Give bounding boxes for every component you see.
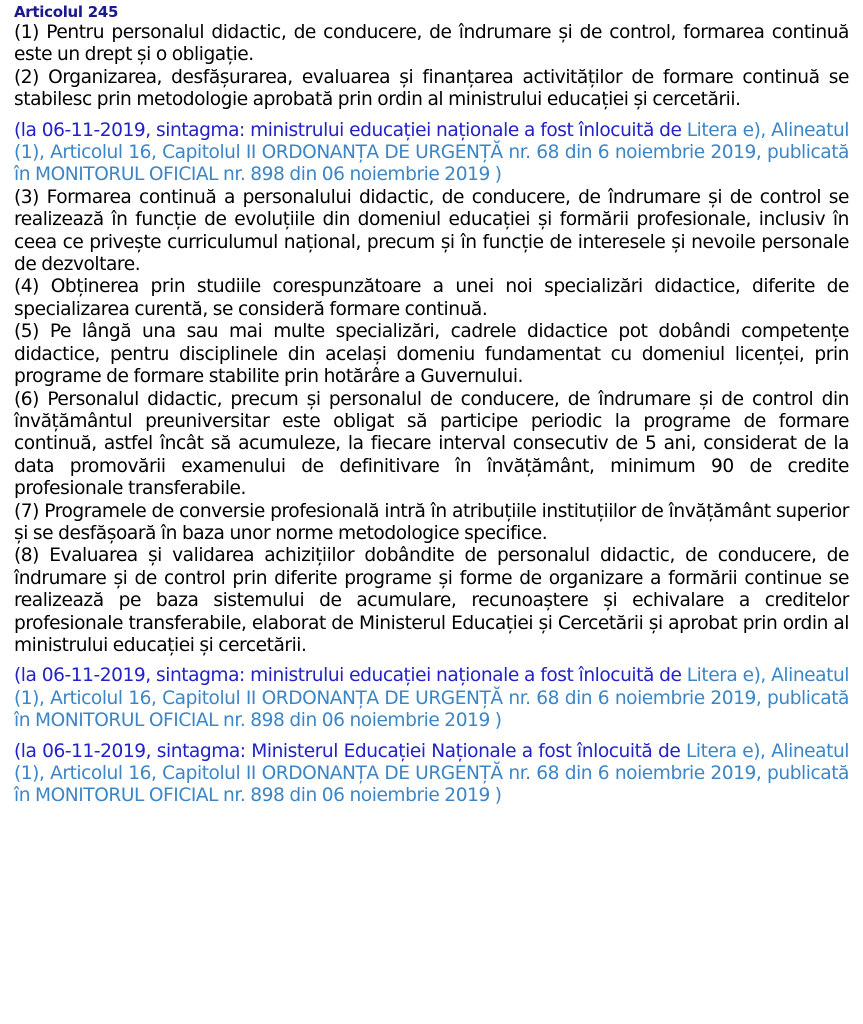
paragraph-1: (1) Pentru personalul didactic, de conducere, de îndrumare și de control, formarea continuă este un drept și o obligație.	[14, 22, 849, 66]
paragraph-6: (6) Personalul didactic, precum și personalul de conducere, de îndrumare și de control din învățământul preuniversitar este obligat să participe periodic la programe de formare continuă, astfel încât să acumuleze, la fiecare interval consecutiv de 5 ani, considerat de la data promovării examenului de definitivare în învățământ, minimum 90 de credite profesionale transferabile.	[14, 388, 849, 500]
amendment-note	[14, 120, 849, 187]
amendment-link[interactable]: (la 06-11-2019, sintagma: Ministerul Educației Naționale a fost înlocuită de	[14, 740, 681, 762]
paragraph-5: (5) Pe lângă una sau mai multe specializări, cadrele didactice pot dobândi competențe didactice, pentru disciplinele din același domeniu fundamentat cu domeniul licenței, prin programe de formare stabilite prin hotărâre a Guvernului.	[14, 321, 849, 388]
amendment-link[interactable]: (la 06-11-2019, sintagma: ministrului educației naționale a fost înlocuită de	[14, 665, 682, 687]
article-title: Articolul 245	[14, 3, 119, 21]
amendment-source: Litera e), Alineatul (1), Articolul 16, Capitolul II ORDONANȚA DE URGENȚĂ nr. 68 din 6 noiembrie 2019, publicată în MONITORUL OFICIAL nr. 898 din 06 noiembrie 2019 )	[14, 740, 849, 807]
paragraph-8: (8) Evaluarea și validarea achizițiilor dobândite de personalul didactic, de conducere, de îndrumare și de control prin diferite programe și forme de organizare a formării continue se realizează pe baza sistemului de acumulare, recunoaștere și echivalare a creditelor profesionale transferabile, elaborat de Ministerul Educației și Cercetării și aprobat prin ordin al ministrului educației și cercetării.	[14, 545, 849, 656]
amendment-note	[14, 665, 849, 732]
amendment-source: Litera e), Alineatul (1), Articolul 16, Capitolul II ORDONANȚA DE URGENȚĂ nr. 68 din 6 noiembrie 2019, publicată în MONITORUL OFICIAL nr. 898 din 06 noiembrie 2019 )	[14, 119, 849, 186]
amendment-note	[14, 741, 849, 808]
paragraph-2: (2) Organizarea, desfășurarea, evaluarea și finanțarea activităților de formare continuă se stabilesc prin metodologie aprobată prin ordin al ministrului educației și cercetării.	[14, 66, 849, 111]
paragraph-7: (7) Programele de conversie profesională intră în atribuțiile instituțiilor de învățământ superior și se desfășoară în baza unor norme metodologice specifice.	[14, 500, 849, 544]
amendment-link[interactable]: (la 06-11-2019, sintagma: ministrului educației naționale a fost înlocuită de	[14, 119, 682, 141]
paragraph-3: (3) Formarea continuă a personalului didactic, de conducere, de îndrumare și de control se realizează în funcție de evoluțiile din domeniul educației și formării profesionale, inclusiv în ceea ce privește curriculumul național, precum și în funcție de interesele și nevoile personale de dezvoltare.	[14, 186, 849, 276]
paragraph-4: (4) Obținerea prin studiile corespunzătoare a unei noi specializări didactice, diferite de specializarea curentă, se consideră formare continuă.	[14, 276, 849, 320]
amendment-source: Litera e), Alineatul (1), Articolul 16, Capitolul II ORDONANȚA DE URGENȚĂ nr. 68 din 6 noiembrie 2019, publicată în MONITORUL OFICIAL nr. 898 din 06 noiembrie 2019 )	[14, 665, 849, 732]
